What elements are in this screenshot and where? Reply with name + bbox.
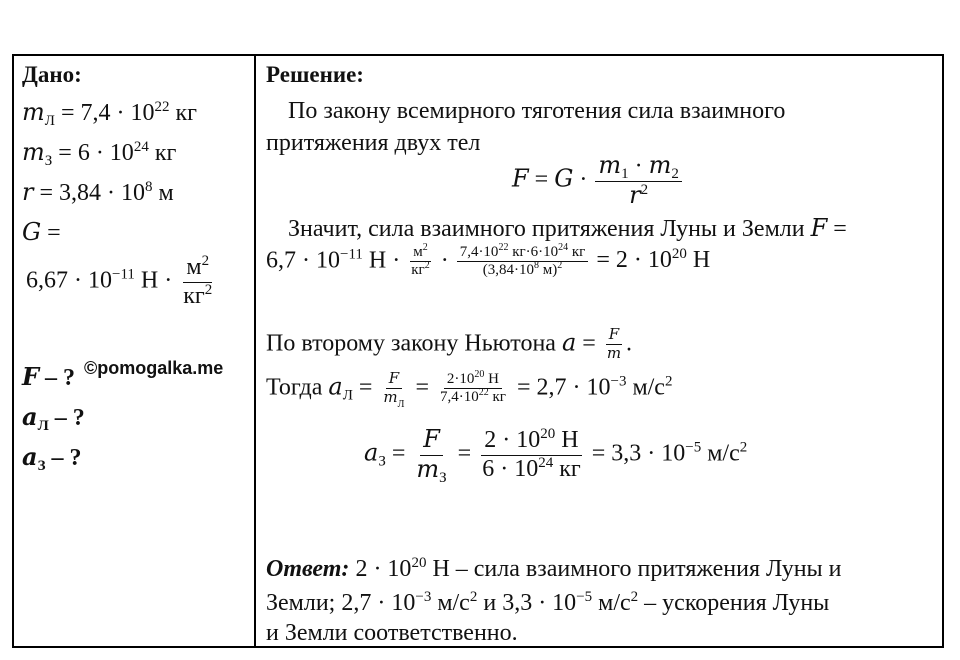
given-find-force: F – ? [22, 362, 76, 391]
then-word: Тогда [266, 374, 323, 401]
solution-table [12, 54, 944, 648]
given-mass-earth: $m_З = 6 \cdot 10^{24}$ кг [22, 138, 177, 169]
answer-text2c: – ускорения Луны [644, 590, 830, 616]
given-G-label: G = [22, 218, 61, 246]
para3-text: По второму закону Ньютона [266, 330, 556, 357]
answer-line1: Ответ: $2 \cdot 10^{20}$ Н – сила взаимного притяжения Луны и [266, 555, 842, 582]
solution-column [256, 56, 942, 646]
acc-moon-calc: Тогда $a_Л$ = $\frac{F}{m_Л}$ = $\frac{2\cdot 10^{20} Н}{7,4\cdot 10^{22} кг}$ = $2,7 \cdot 10^{-3}$ $м/с^2$ [266, 369, 673, 411]
para1-line1: По закону всемирного тяготения сила взаимного [288, 98, 786, 124]
given-distance: $r = 3,84 \cdot 10^8$ м [22, 178, 174, 206]
para2-text: Значит, сила взаимного притяжения Луны и Земли [288, 216, 805, 242]
given-column [14, 56, 256, 646]
force-result: = $2 \cdot 10^{20}$ Н [596, 246, 711, 274]
force-calculation: $6,7 \cdot 10^{-11}$ Н · $\frac{м^2}{кг^2}$ · $\frac{7,4\cdot 10^{22} кг\cdot 6\cdot 10^{24} кг}{(3,84\cdot 10^8 м)^2}$ = $2 \cdot 10^{20}$ Н [266, 242, 711, 279]
answer-line3: и Земли соответственно. [266, 620, 518, 646]
gravity-formula: F = G · $\frac{m_1 \cdot m_2}{r^2}$ [512, 152, 684, 210]
answer-text2b: и [483, 590, 497, 616]
given-find-acc-moon: $a_Л$ – ? [22, 402, 85, 434]
answer-text1: – сила взаимного притяжения Луны и [455, 556, 842, 582]
para2-line1: Значит, сила взаимного притяжения Луны и Земли F = [288, 214, 847, 242]
given-header: Дано: [22, 62, 82, 87]
acc-earth-calc: $a_З$ = $\frac{F}{m_З}$ = $\frac{2 \cdot 10^{20} Н}{6 \cdot 10^{24} кг}$ = $3,3 \cdot 10^{-5}$ $м/с^2$ [364, 425, 748, 486]
given-find-acc-earth: $a_З$ – ? [22, 442, 82, 474]
answer-line2: Земли; $2,7 \cdot 10^{-3}$ $м/с^2$ и $3,3 \cdot 10^{-5}$ $м/с^2$ – ускорения Луны [266, 589, 830, 616]
answer-label: Ответ: [266, 556, 350, 582]
watermark: ©pomogalka.me [84, 358, 224, 378]
given-G-value: $6,67 \cdot 10^{-11}$ Н · $\frac{м^2}{кг^2}$ [26, 253, 213, 309]
newton-second-law: По второму закону Ньютона a = $\frac{F}{m}$ . [266, 325, 633, 363]
answer-text2a: Земли; [266, 590, 336, 616]
solution-header: Решение: [266, 62, 364, 87]
given-mass-moon: $m_Л = 7,4 \cdot 10^{22}$ кг [22, 98, 197, 129]
para1-line2: притяжения двух тел [266, 130, 481, 156]
